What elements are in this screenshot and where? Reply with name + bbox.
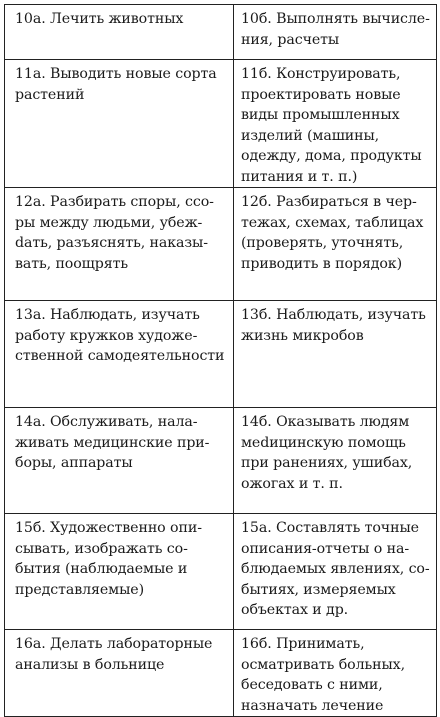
activity-choice-table — [4, 4, 437, 717]
table-row — [5, 188, 437, 301]
cell-15b: 15б. Художественно описывать, изображать события (наблюдаемые и представляемые) — [5, 514, 234, 630]
table-row — [5, 301, 437, 408]
cell-10b: 10б. Выполнять вычисления, расчеты — [234, 5, 437, 60]
cell-12a: 12а. Разбирать споры, ссоры между людьми, убежdать, разъяснять, наказывать, поощрять — [5, 188, 234, 301]
cell-11b: 11б. Конструировать, проектировать новые виды промышленных изделий (машины, одежду, дома, продукты питания и т. п.) — [234, 60, 437, 188]
cell-10a: 10а. Лечить животных — [5, 5, 234, 60]
cell-13b: 13б. Наблюдать, изучать жизнь микробов — [234, 301, 437, 408]
cell-16b: 16б. Принимать, осматривать больных, беседовать с ними, назначать лечение — [234, 630, 437, 717]
cell-16a: 16а. Делать лабораторные анализы в больнице — [5, 630, 234, 717]
cell-12b: 12б. Разбираться в чертежах, схемах, таблицах (проверять, уточнять, приводить в порядок) — [234, 188, 437, 301]
cell-15a: 15а. Составлять точные описания-отчеты о наблюдаемых явлениях, событиях, измеряемых объектах и др. — [234, 514, 437, 630]
table-row — [5, 5, 437, 60]
cell-14a: 14а. Обслуживать, налаживать медицинские приборы, аппараты — [5, 408, 234, 514]
cell-11a: 11а. Выводить новые сорта растений — [5, 60, 234, 188]
cell-14b: 14б. Оказывать людям меdицинскую помощь при ранениях, ушибах, ожогах и т. п. — [234, 408, 437, 514]
cell-13a: 13а. Наблюдать, изучать работу кружков художественной самодеятельности — [5, 301, 234, 408]
table-row — [5, 408, 437, 514]
table-row — [5, 60, 437, 188]
table-row — [5, 514, 437, 630]
table-row — [5, 630, 437, 717]
